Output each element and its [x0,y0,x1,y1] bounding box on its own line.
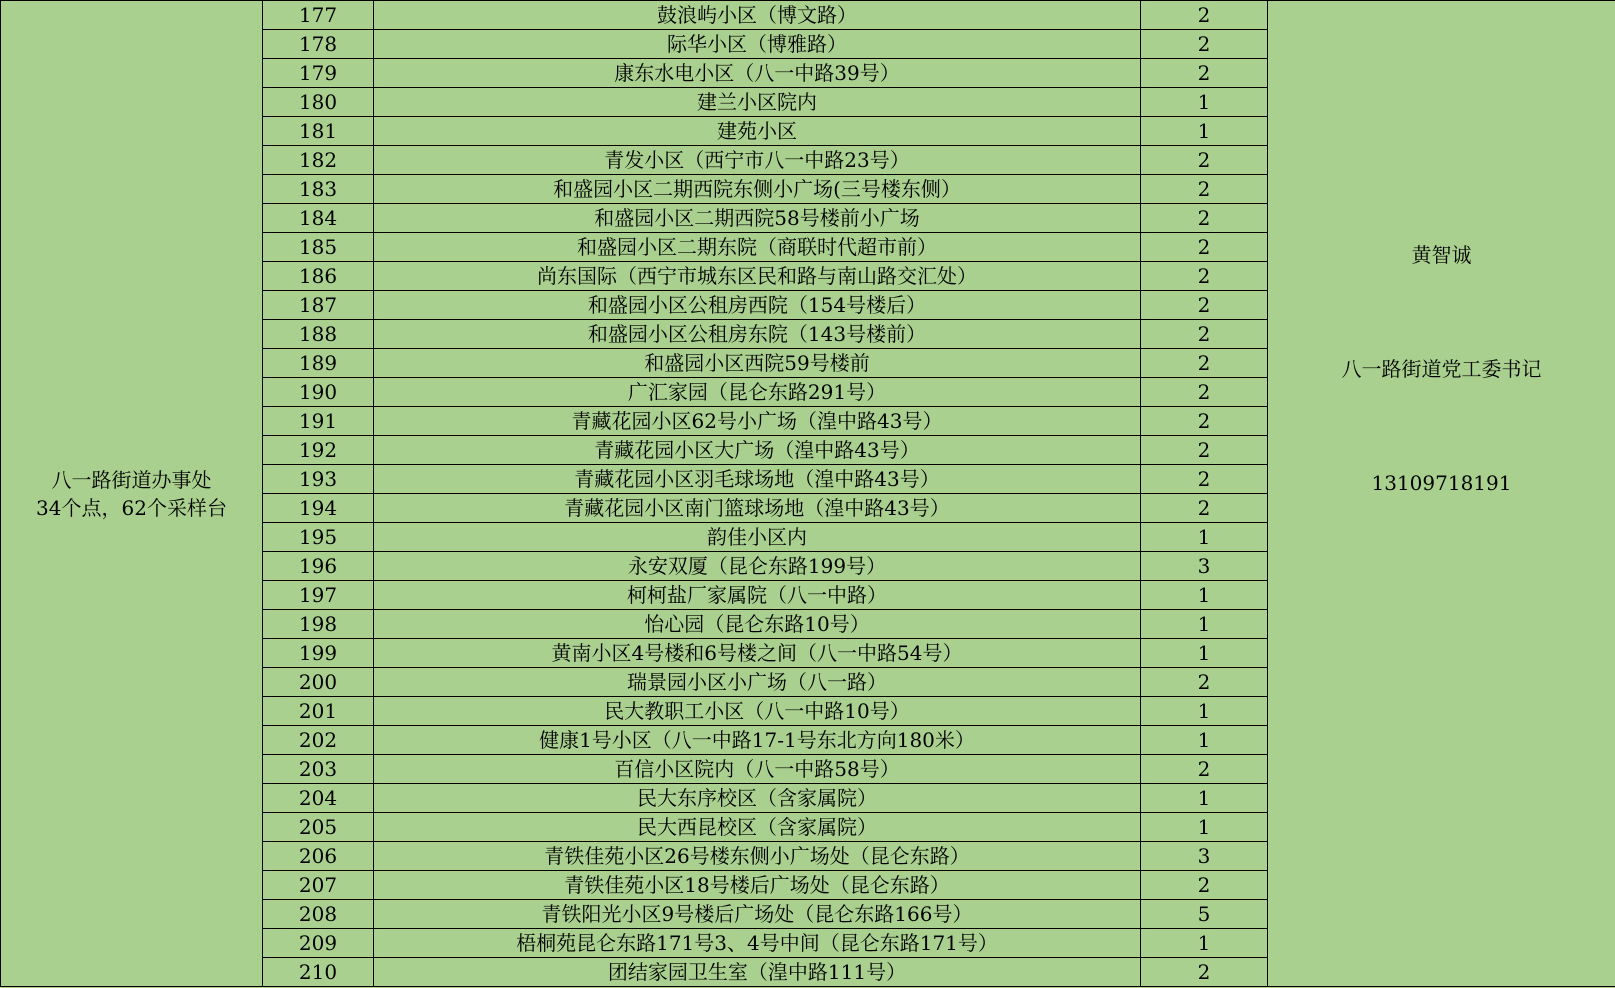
station-count-cell: 2 [1141,204,1268,233]
row-number-cell: 183 [263,175,374,204]
contact-block [1268,242,1615,496]
station-count-cell: 2 [1141,494,1268,523]
row-number-cell: 185 [263,233,374,262]
row-number-cell: 188 [263,320,374,349]
row-number-cell: 205 [263,813,374,842]
station-count-cell: 2 [1141,320,1268,349]
row-number-cell: 207 [263,871,374,900]
row-number-cell: 181 [263,117,374,146]
row-number-cell: 197 [263,581,374,610]
site-name-cell: 青铁佳苑小区18号楼后广场处（昆仑东路） [374,871,1141,900]
site-name-cell: 民大教职工小区（八一中路10号） [374,697,1141,726]
row-number-cell: 192 [263,436,374,465]
row-number-cell: 199 [263,639,374,668]
station-count-cell: 2 [1141,958,1268,987]
site-name-cell: 韵佳小区内 [374,523,1141,552]
row-number-cell: 200 [263,668,374,697]
row-number-cell: 186 [263,262,374,291]
site-name-cell: 青铁阳光小区9号楼后广场处（昆仑东路166号） [374,900,1141,929]
site-name-cell: 青藏花园小区62号小广场（湟中路43号） [374,407,1141,436]
contact-phone: 13109718191 [1371,470,1512,495]
site-name-cell: 健康1号小区（八一中路17-1号东北方向180米） [374,726,1141,755]
row-number-cell: 204 [263,784,374,813]
station-count-cell: 1 [1141,523,1268,552]
street-office-cell [1,1,263,987]
row-number-cell: 206 [263,842,374,871]
site-name-cell: 和盛园小区二期西院东侧小广场(三号楼东侧） [374,175,1141,204]
site-name-cell: 和盛园小区二期东院（商联时代超市前） [374,233,1141,262]
row-number-cell: 196 [263,552,374,581]
row-number-cell: 179 [263,59,374,88]
site-name-cell: 际华小区（博雅路） [374,30,1141,59]
station-count-cell: 5 [1141,900,1268,929]
site-name-cell: 鼓浪屿小区（博文路） [374,1,1141,30]
station-count-cell: 2 [1141,465,1268,494]
site-name-cell: 广汇家园（昆仑东路291号） [374,378,1141,407]
station-count-cell: 2 [1141,436,1268,465]
site-name-cell: 康东水电小区（八一中路39号） [374,59,1141,88]
station-count-cell: 2 [1141,755,1268,784]
site-name-cell: 和盛园小区公租房东院（143号楼前） [374,320,1141,349]
station-count-cell: 3 [1141,552,1268,581]
site-name-cell: 青藏花园小区羽毛球场地（湟中路43号） [374,465,1141,494]
street-office-name: 八一路街道办事处 [51,467,212,492]
station-count-cell: 1 [1141,639,1268,668]
site-name-cell: 和盛园小区西院59号楼前 [374,349,1141,378]
station-count-cell: 2 [1141,146,1268,175]
station-count-cell: 2 [1141,59,1268,88]
station-count-cell: 2 [1141,1,1268,30]
station-count-cell: 1 [1141,813,1268,842]
site-name-cell: 青藏花园小区大广场（湟中路43号） [374,436,1141,465]
site-name-cell: 永安双厦（昆仑东路199号） [374,552,1141,581]
station-count-cell: 2 [1141,175,1268,204]
row-number-cell: 202 [263,726,374,755]
station-count-cell: 2 [1141,378,1268,407]
station-count-cell: 2 [1141,291,1268,320]
row-number-cell: 184 [263,204,374,233]
site-name-cell: 和盛园小区二期西院58号楼前小广场 [374,204,1141,233]
station-count-cell: 1 [1141,610,1268,639]
station-count-cell: 2 [1141,871,1268,900]
site-name-cell: 民大西昆校区（含家属院） [374,813,1141,842]
station-count-cell: 2 [1141,30,1268,59]
station-count-cell: 2 [1141,349,1268,378]
site-name-cell: 青铁佳苑小区26号楼东侧小广场处（昆仑东路） [374,842,1141,871]
station-count-cell: 1 [1141,929,1268,958]
station-count-cell: 1 [1141,117,1268,146]
row-number-cell: 198 [263,610,374,639]
site-name-cell: 柯柯盐厂家属院（八一中路） [374,581,1141,610]
row-number-cell: 208 [263,900,374,929]
site-name-cell: 黄南小区4号楼和6号楼之间（八一中路54号） [374,639,1141,668]
contact-cell [1268,1,1615,987]
row-number-cell: 203 [263,755,374,784]
station-count-cell: 1 [1141,784,1268,813]
station-count-cell: 1 [1141,726,1268,755]
row-number-cell: 187 [263,291,374,320]
site-name-cell: 和盛园小区公租房西院（154号楼后） [374,291,1141,320]
site-name-cell: 尚东国际（西宁市城东区民和路与南山路交汇处） [374,262,1141,291]
site-name-cell: 建苑小区 [374,117,1141,146]
site-summary: 34个点，62个采样台 [36,495,227,520]
site-name-cell: 青发小区（西宁市八一中路23号） [374,146,1141,175]
row-number-cell: 193 [263,465,374,494]
station-count-cell: 1 [1141,581,1268,610]
row-number-cell: 180 [263,88,374,117]
row-number-cell: 201 [263,697,374,726]
site-name-cell: 建兰小区院内 [374,88,1141,117]
row-number-cell: 178 [263,30,374,59]
station-count-cell: 3 [1141,842,1268,871]
row-number-cell: 189 [263,349,374,378]
row-number-cell: 177 [263,1,374,30]
contact-title: 八一路街道党工委书记 [1341,356,1542,381]
site-name-cell: 怡心园（昆仑东路10号） [374,610,1141,639]
site-name-cell: 百信小区院内（八一中路58号） [374,755,1141,784]
row-number-cell: 191 [263,407,374,436]
row-number-cell: 209 [263,929,374,958]
table-body [1,1,1615,987]
station-count-cell: 1 [1141,697,1268,726]
station-count-cell: 2 [1141,668,1268,697]
row-number-cell: 195 [263,523,374,552]
table-row [1,1,1615,30]
station-count-cell: 2 [1141,233,1268,262]
site-name-cell: 青藏花园小区南门篮球场地（湟中路43号） [374,494,1141,523]
site-name-cell: 瑞景园小区小广场（八一路） [374,668,1141,697]
site-name-cell: 梧桐苑昆仑东路171号3、4号中间（昆仑东路171号） [374,929,1141,958]
row-number-cell: 210 [263,958,374,987]
station-count-cell: 2 [1141,407,1268,436]
station-count-cell: 2 [1141,262,1268,291]
site-name-cell: 民大东序校区（含家属院） [374,784,1141,813]
row-number-cell: 182 [263,146,374,175]
station-count-cell: 1 [1141,88,1268,117]
contact-name: 黄智诚 [1411,242,1472,267]
site-name-cell: 团结家园卫生室（湟中路111号） [374,958,1141,987]
row-number-cell: 190 [263,378,374,407]
row-number-cell: 194 [263,494,374,523]
